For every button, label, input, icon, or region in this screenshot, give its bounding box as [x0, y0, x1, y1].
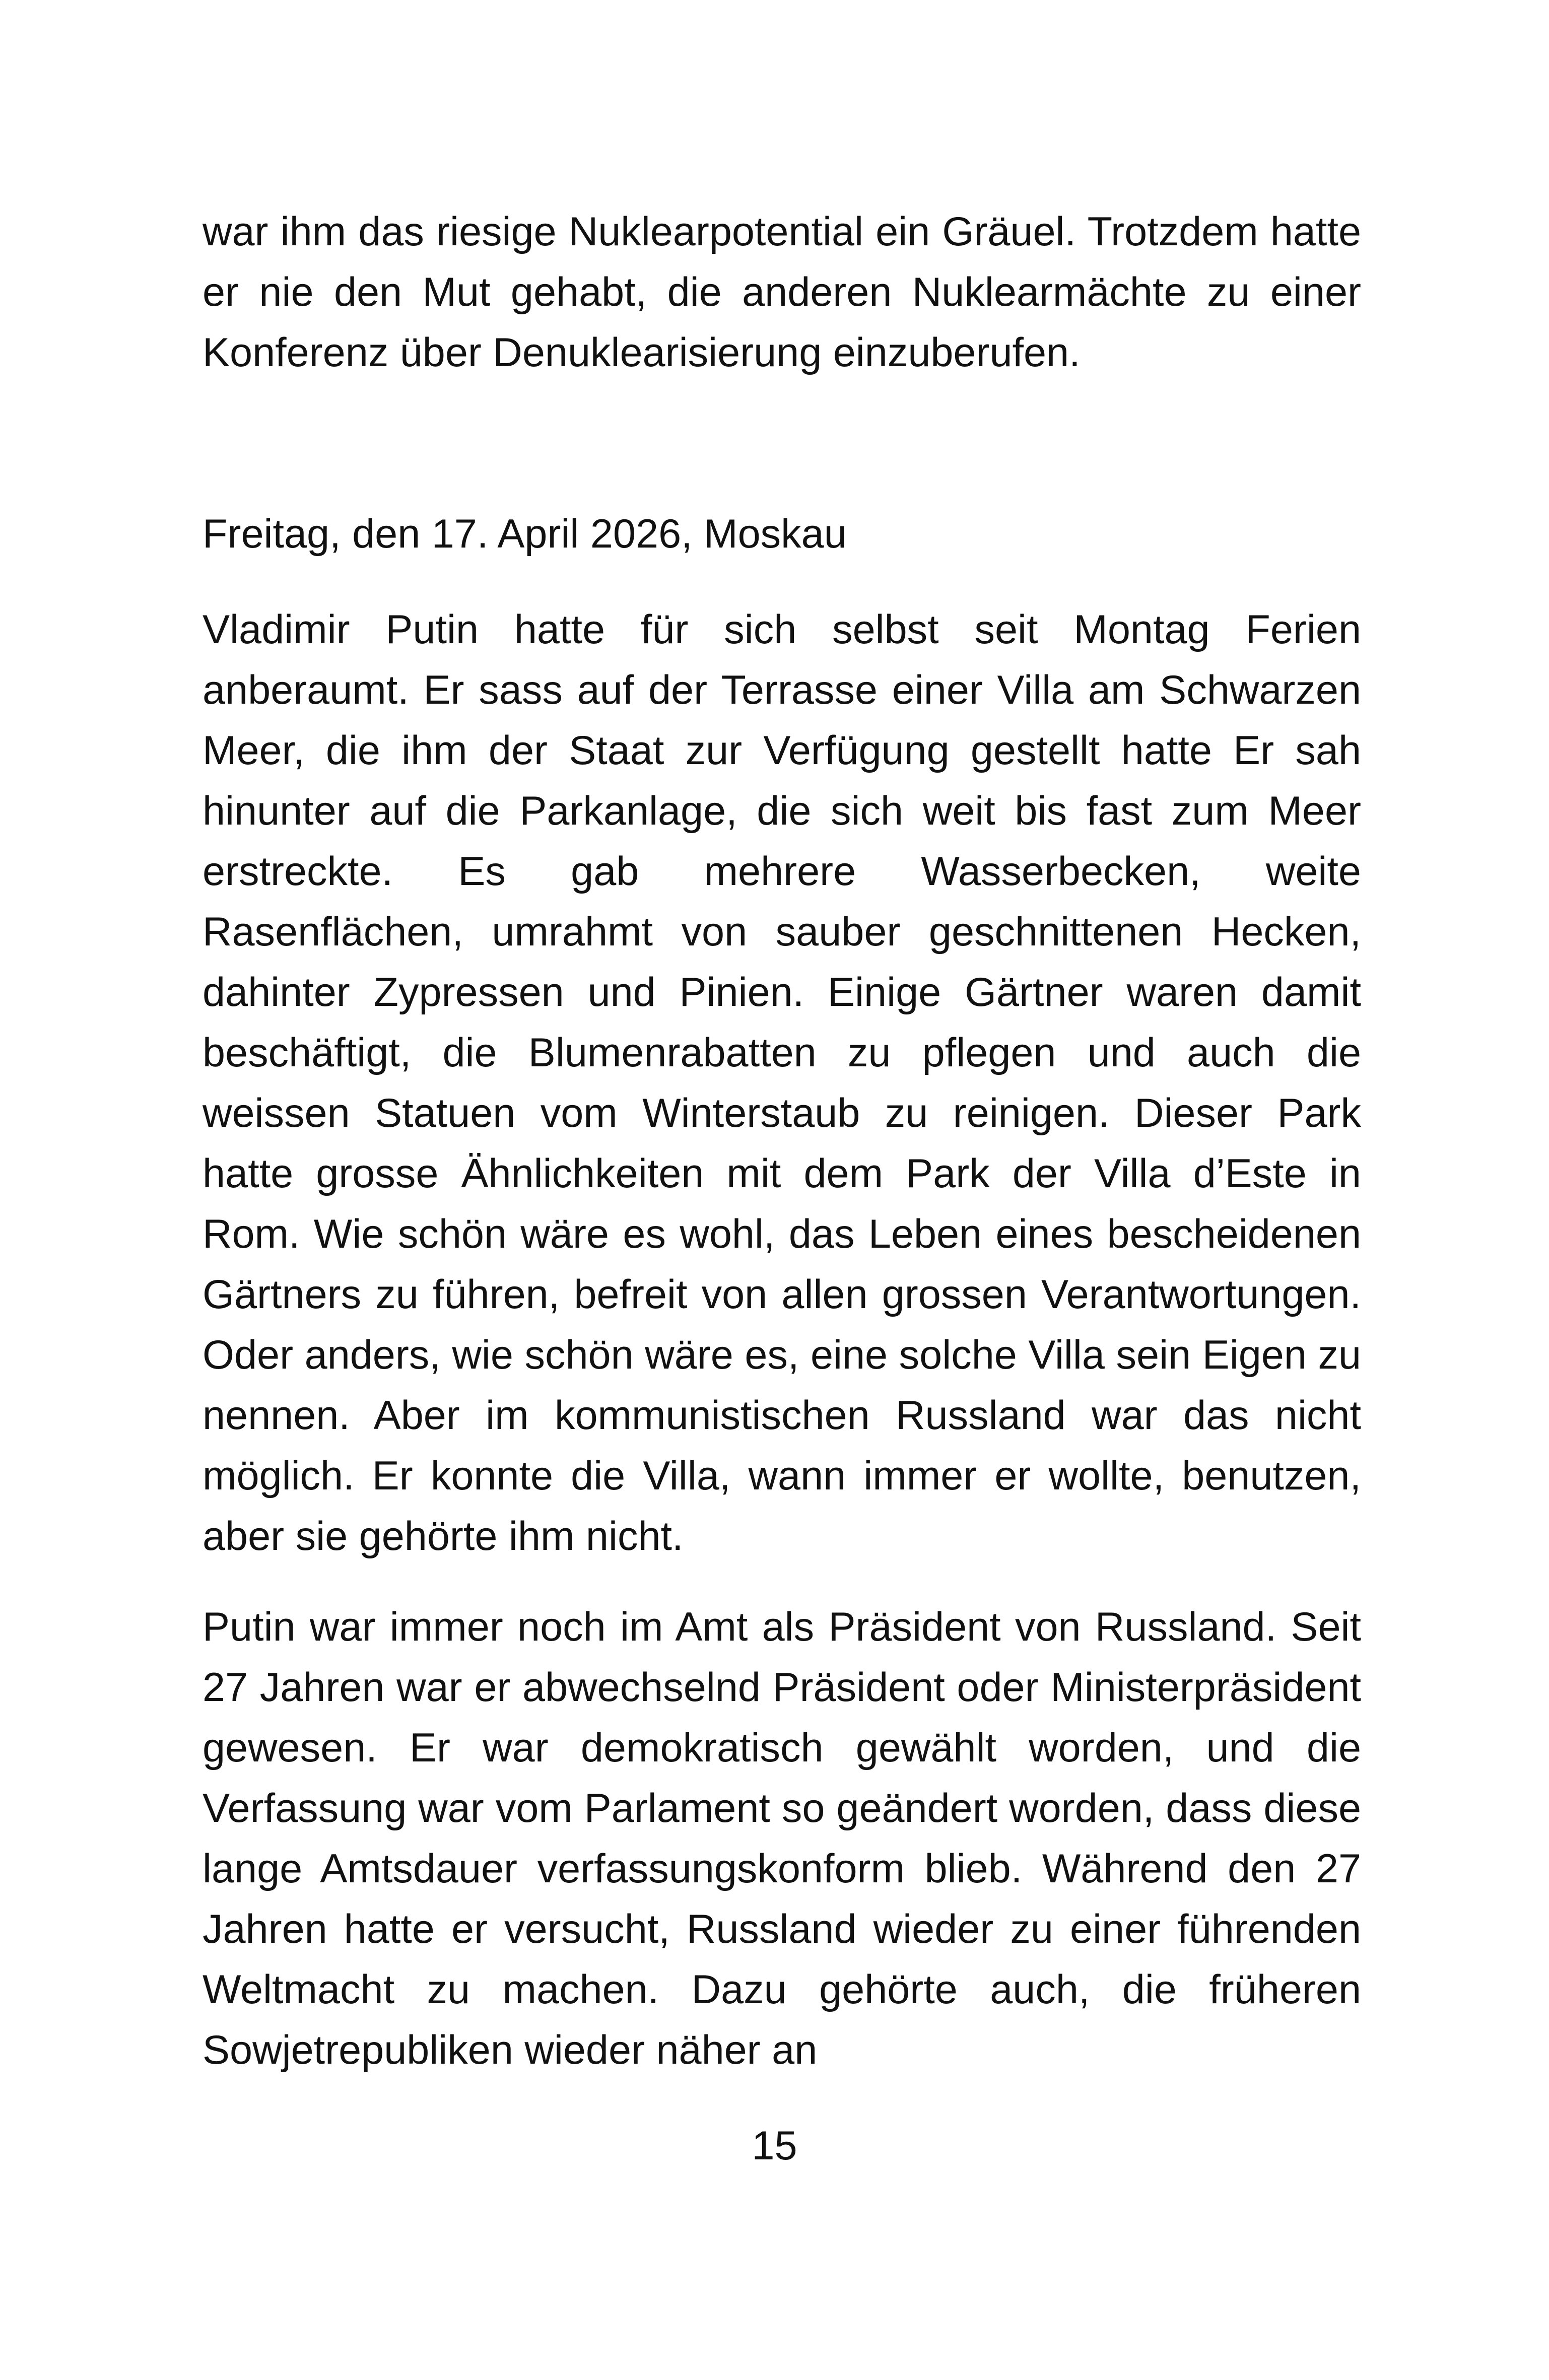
page-number: 15: [752, 2123, 797, 2168]
section-heading: Freitag, den 17. April 2026, Moskau: [203, 511, 847, 557]
page-body: [203, 201, 1361, 2080]
paragraph-3: Putin war immer noch im Amt als Präsident von Russland. Seit 27 Jahren war er abwechselnd Präsident oder Ministerpräsident gewesen. Er war demokratisch gewählt worden, und die Verfassung war vom Parlament so geändert worden, dass diese lange Amtsdauer verfassungskonform blieb. Während den 27 Jahren hatte er versucht, Russland wieder zu einer führenden Weltmacht zu machen. Dazu gehörte auch, die früheren Sowjetrepubliken wieder näher an: [203, 1604, 1361, 2073]
paragraph-1: war ihm das riesige Nuklearpotential ein Gräuel. Trotzdem hatte er nie den Mut gehabt, die anderen Nuklearmächte zu einer Konferenz über Denuklearisierung einzuberufen.: [203, 209, 1361, 375]
paragraph-2: Vladimir Putin hatte für sich selbst seit Montag Ferien anberaumt. Er sass auf der Terrasse einer Villa am Schwarzen Meer, die ihm der Staat zur Verfügung gestellt hatte Er sah hinunter auf die Parkanlage, die sich weit bis fast zum Meer erstreckte. Es gab mehrere Wasserbecken, weite Rasenflächen, umrahmt von sauber geschnittenen Hecken, dahinter Zypressen und Pinien. Einige Gärtner waren damit beschäftigt, die Blumenrabatten zu pflegen und auch die weissen Statuen vom Winterstaub zu reinigen. Dieser Park hatte grosse Ähnlichkeiten mit dem Park der Villa d’Este in Rom. Wie schön wäre es wohl, das Leben eines bescheidenen Gärtners zu führen, befreit von allen grossen Verantwortungen. Oder anders, wie schön wäre es, eine solche Villa sein Eigen zu nennen. Aber im kommunistischen Russland war das nicht möglich. Er konnte die Villa, wann immer er wollte, benutzen, aber sie gehörte ihm nicht.: [203, 607, 1361, 1559]
